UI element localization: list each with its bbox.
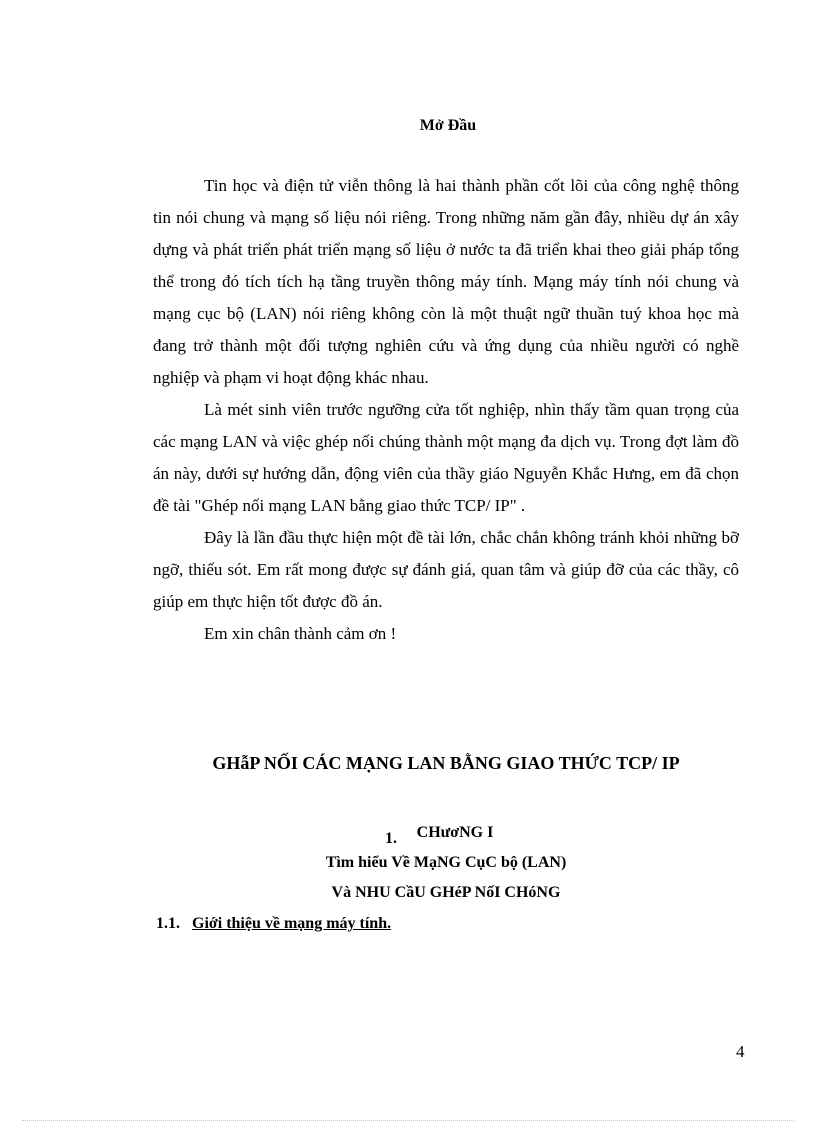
intro-paragraph-1: Tin học và điện tử viễn thông là hai thành phần cốt lõi của công nghệ thông tin nói chung và mạng số liệu nói riêng. Trong những năm gần đây, nhiều dự án xây dựng và phát triển phát triển mạng số liệu ở nước ta đã triển khai theo giải pháp tổng thể trong đó tích tích hạ tầng truyền thông máy tính. Mạng máy tính nói chung và mạng cục bộ (LAN) nói riêng không còn là một thuật ngữ thuần tuý khoa học mà đang trở thành một đối tượng nghiên cứu và ứng dụng của nhiều người có nghề nghiệp và phạm vi hoạt động khác nhau. [153, 176, 739, 387]
chapter-heading [153, 818, 739, 908]
chapter-label: CHươNG I [416, 824, 494, 841]
chapter-number: 1. [385, 830, 397, 847]
intro-body [153, 170, 739, 650]
page-number: 4 [736, 1042, 745, 1061]
main-title: GHẫP NỐI CÁC MẠNG LAN BẰNG GIAO THỨC TCP/ IP [212, 753, 680, 773]
section-heading [156, 912, 391, 936]
intro-paragraph-4: Em xin chân thành cảm ơn ! [204, 624, 397, 643]
intro-title: Mở Đầu [419, 117, 477, 134]
chapter-title-line-2: Và NHU CầU GHéP NốI CHóNG [331, 884, 561, 901]
intro-paragraph-3: Đây là lần đầu thực hiện một đề tài lớn, chắc chắn không tránh khỏi những bỡ ngỡ, thiếu sót. Em rất mong được sự đánh giá, quan tâm và giúp đỡ của các thầy, cô giúp em thực hiện tốt được đồ án. [153, 528, 739, 611]
chapter-title-line-1: Tìm hiểu Về MạNG CụC bộ (LAN) [325, 854, 567, 871]
page-bottom-border [22, 1120, 794, 1121]
section-number: 1.1. [156, 915, 180, 932]
intro-paragraph-2: Là mét sinh viên trước ngưỡng cửa tốt nghiệp, nhìn thấy tầm quan trọng của các mạng LAN và việc ghép nối chúng thành một mạng đa dịch vụ. Trong đợt làm đồ án này, dưới sự hướng dẫn, động viên của thầy giáo Nguyễn Khắc Hưng, em đã chọn đề tài "Ghép nối mạng LAN bằng giao thức TCP/ IP" . [153, 400, 739, 515]
chapter-label-line [153, 818, 739, 848]
section-title: Giới thiệu về mạng máy tính. [192, 915, 392, 932]
